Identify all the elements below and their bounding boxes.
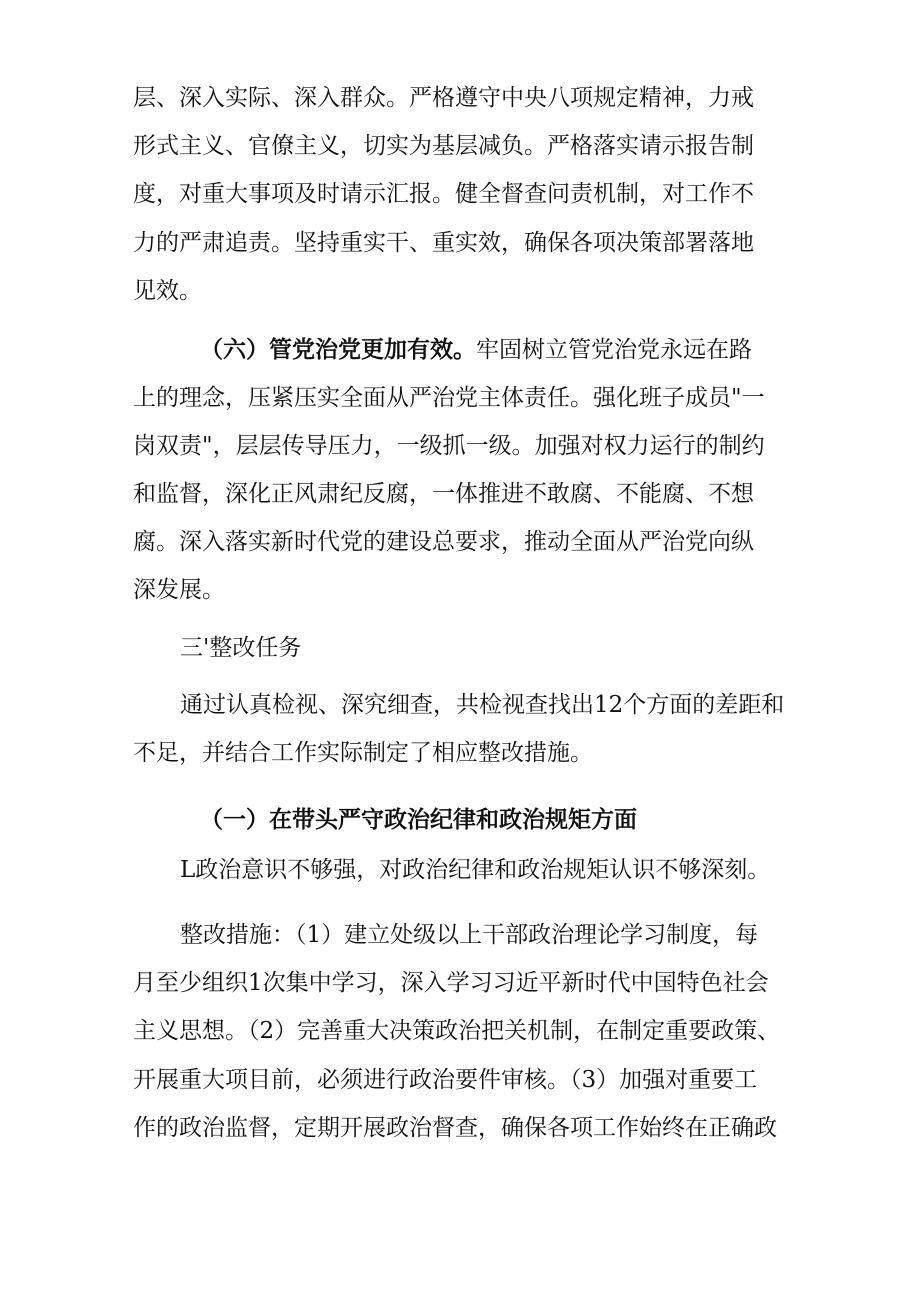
paragraph-1-line-4: 力的严肃追责。坚持重实干、重实效，确保各项决策部署落地	[133, 230, 754, 256]
paragraph-2-line-6: 深发展。	[133, 577, 225, 603]
paragraph-2-line-2: 上的理念，压紧压实全面从严治党主体责任。强化班子成员"一	[133, 385, 765, 411]
subsection-1-title: （一）在带头严守政治纪律和政治规矩方面	[200, 806, 637, 833]
paragraph-1-line-2: 形式主义、官僚主义，切实为基层减负。严格落实请示报告制	[133, 133, 754, 159]
paragraph-1-line-5: 见效。	[133, 278, 202, 304]
paragraph-1-line-3: 度，对重大事项及时请示汇报。健全督查问责机制，对工作不	[133, 181, 754, 207]
paragraph-2-line-1	[200, 335, 752, 365]
paragraph-2-line-3: 岗双责"，层层传导压力，一级抓一级。加强对权力运行的制约	[133, 433, 765, 459]
paragraph-2-heading: （六）管党治党更加有效。	[200, 336, 476, 363]
issue-item-1: L政治意识不够强，对政治纪律和政治规矩认识不够深刻。	[180, 857, 771, 883]
paragraph-4-line-1: 整改措施：（1）建立处级以上干部政治理论学习制度，每	[180, 922, 759, 948]
paragraph-4-line-5: 作的政治监督，定期开展政治督查，确保各项工作始终在正确政	[133, 1115, 777, 1141]
paragraph-4-line-4: 开展重大项目前，必须进行政治要件审核。（3）加强对重要工	[133, 1067, 758, 1093]
paragraph-3-line-1: 通过认真检视、深究细查，共检视查找出12个方面的差距和	[180, 692, 785, 718]
paragraph-3-line-2: 不足，并结合工作实际制定了相应整改措施。	[133, 740, 593, 766]
section-3-title: 三'整改任务	[180, 635, 302, 661]
paragraph-1-line-1: 层、深入实际、深入群众。严格遵守中央八项规定精神，力戒	[133, 85, 754, 111]
paragraph-4-line-3: 主义思想。（2）完善重大决策政治把关机制，在制定重要政策、	[133, 1018, 781, 1044]
paragraph-2-line-5: 腐。深入落实新时代党的建设总要求，推动全面从严治党向纵	[133, 529, 754, 555]
paragraph-4-line-2: 月至少组织1次集中学习，深入学习习近平新时代中国特色社会	[133, 970, 769, 996]
paragraph-2-text-start: 牢固树立管党治党永远在路	[476, 337, 752, 363]
paragraph-2-line-4: 和监督，深化正风肃纪反腐，一体推进不敢腐、不能腐、不想	[133, 481, 754, 507]
